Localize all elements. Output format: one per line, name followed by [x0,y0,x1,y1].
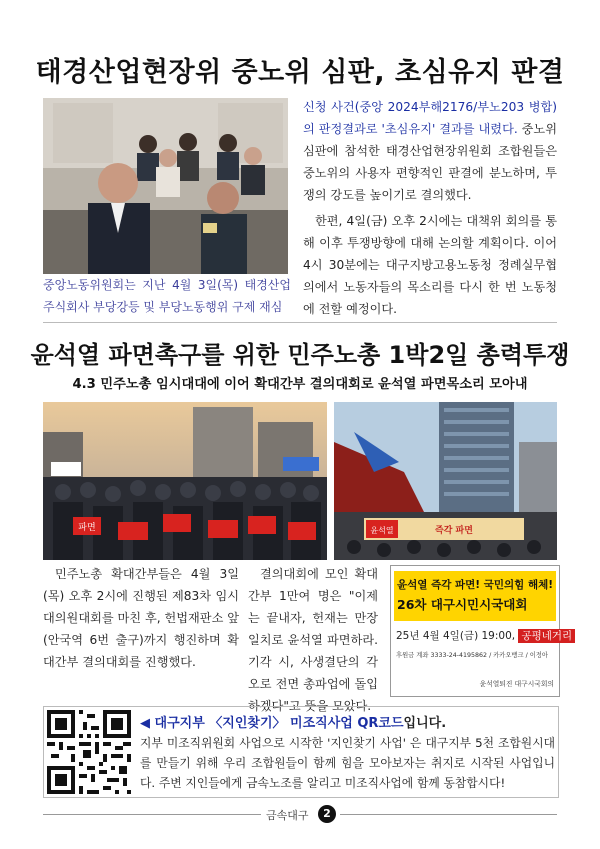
article2-col2: 결의대회에 모인 확대간부 1만여 명은 "이제는 끝내자, 헌재는 만장일치로 윤석열 파면하라. 기각 시, 사생결단의 각오로 전면 총파업에 돌입하겠다"고 뜻을 모았다. [248,567,378,713]
section-divider [43,322,557,323]
rally-sign-text: 파면 [78,523,96,533]
banner-text-1: 윤석열 [370,526,394,535]
footer-rule-right [340,814,557,815]
hearing-photo [43,98,288,274]
qr-code-graphic [47,710,131,794]
qr-notice-body: 지부 미조직위원회 사업으로 시작한 '지인찾기 사업' 은 대구지부 5천 조합원시대를 만들기 위해 우리 조합원들이 함께 힘을 모아보자는 취지로 시작된 사업입니다. 주변 지인들에게 금속노조를 알리고 미조직사업에 함께 동참합시다! [140,736,555,790]
footer-rule-left [43,814,261,815]
poster-account-label: 후원금 계좌 [396,652,429,659]
poster-account-row [396,650,556,659]
qr-heading-suffix: 입니다. [403,716,447,731]
rally-poster [390,565,573,697]
article2-col1: 민주노총 확대간부들은 4월 3일(목) 오후 2시에 진행된 제83차 임시대의원대회를 마친 후, 헌법재판소 앞(안국역 6번 출구)까지 행진하며 확대간부 결의대회를 진행했다. [43,567,239,669]
poster-datetime-row [396,628,573,643]
qr-notice-heading [140,712,555,731]
case-number-text: 신청 사건(중앙 2024부해2176/부노203 병합)의 판정결과로 '초심유지' 결과를 내렸다. [303,100,557,136]
poster-org: 윤석열퇴진 대구시국회의 [479,680,554,688]
poster-datetime: 25년 4월 4일(금) 19:00, [396,630,516,642]
poster-line2: 26차 대구시민시국대회 [397,597,528,612]
rally-photo-right [334,402,557,560]
para1-rest: 중노위 심판에 참석한 태경산업현장위원회 조합원들은 중노위의 사용자 편향적인 판결에 분노하며, 투쟁의 강도를 높이기로 결의했다. [303,122,557,202]
article1-para2: 한편, 4일(금) 오후 2시에는 대책위 회의를 통해 이후 투쟁방향에 대해 논의할 계획이다. 이어 4시 30분에는 대구지방고용노동청 정례실무협의에서 노동자들의 목소리를 다시 한 번 노동청에 전할 예정이다. [303,214,557,316]
qr-heading-blue: ◀ 대구지부 〈지인찾기〉 미조직사업 QR코드 [140,716,404,731]
qr-code[interactable] [47,710,131,794]
page-number: 2 [318,805,336,823]
article1-title: 태경산업현장위 중노위 심판, 초심유지 판결 [35,57,565,88]
poster-place: 공평네거리 [518,629,575,643]
footer-label: 금속대구 [266,809,309,822]
banner-text-2: 즉각 파면 [435,526,473,536]
article2-subtitle: 4.3 민주노총 임시대대에 이어 확대간부 결의대회로 윤석열 파면목소리 모아내 [72,377,528,392]
poster-line1: 윤석열 즉각 파면! 국민의힘 해체! [397,579,554,591]
article2-title: 윤석열 파면촉구를 위한 민주노총 1박2일 총력투쟁 [30,341,570,369]
rally-photo-left [43,402,327,560]
article1-para1 [303,96,557,206]
photo-caption: 중앙노동위원회는 지난 4월 3일(목) 태경산업주식회사 부당강등 및 부당노동행위 구제 재심 [43,278,291,314]
poster-account: 3333-24-4195862 / 카카오뱅크 / 이정아 [430,652,548,659]
poster-headline-box [394,571,556,621]
